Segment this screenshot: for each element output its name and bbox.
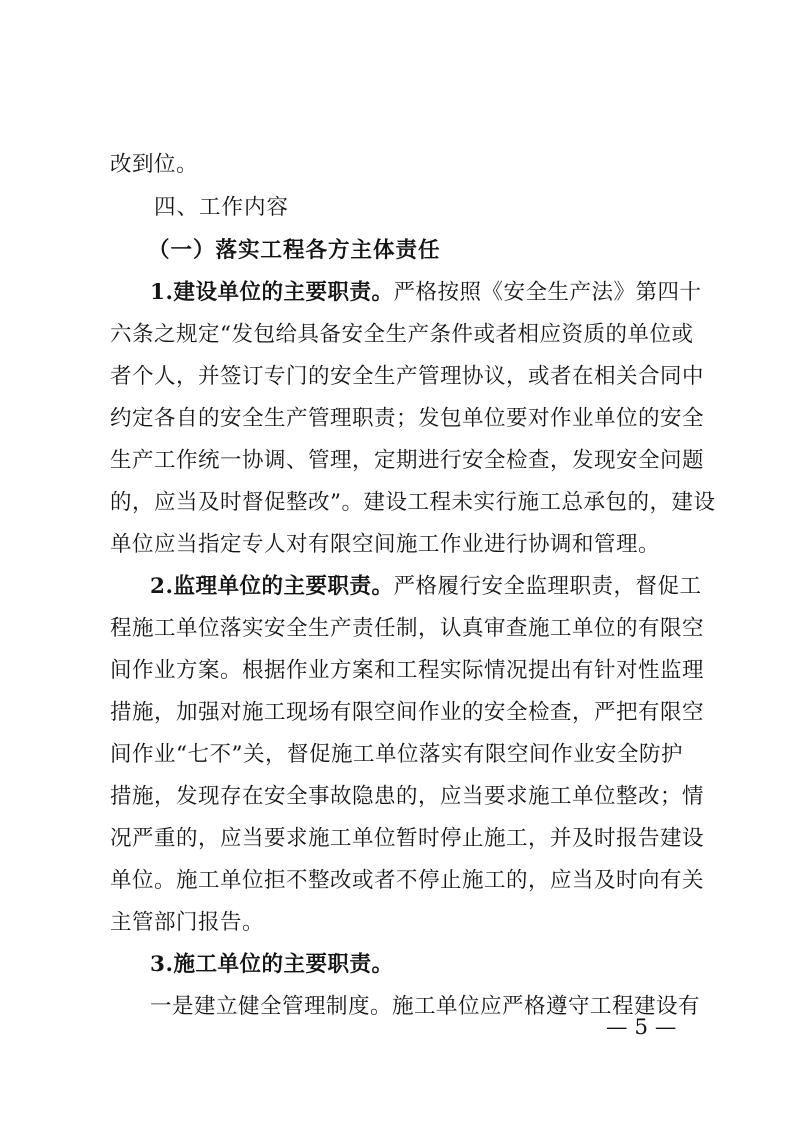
subsection-heading: （一）落实工程各方主体责任 xyxy=(148,238,441,263)
paragraph-line xyxy=(110,568,730,606)
paragraph-line: 单位应当指定专人对有限空间施工作业进行协调和管理。 xyxy=(110,532,661,557)
paragraph-line: 间作业方案。根据作业方案和工程实际情况提出有针对性监理 xyxy=(110,658,705,683)
paragraph-line: 者个人，并签订专门的安全生产管理协议，或者在相关合同中 xyxy=(110,364,705,389)
item-title: 2.监理单位的主要职责。 xyxy=(150,574,394,599)
paragraph-line: 主管部门报告。 xyxy=(110,910,265,935)
paragraph-line: 程施工单位落实安全生产责任制，认真审查施工单位的有限空 xyxy=(110,616,705,641)
page-number: — 5 — xyxy=(606,1015,677,1040)
paragraph-line: 单位。施工单位拒不整改或者不停止施工的，应当及时向有关 xyxy=(110,868,705,893)
item-title: 1.建设单位的主要职责。 xyxy=(150,280,394,305)
paragraph-line: 改到位。 xyxy=(110,152,199,177)
paragraph-line: 间作业“七不”关，督促施工单位落实有限空间作业安全防护 xyxy=(110,742,683,767)
paragraph-line: 的，应当及时督促整改”。建设工程未实行施工总承包的，建设 xyxy=(110,490,716,515)
paragraph-line: 况严重的，应当要求施工单位暂时停止施工，并及时报告建设 xyxy=(110,826,705,851)
paragraph-line: 约定各自的安全生产管理职责；发包单位要对作业单位的安全 xyxy=(110,406,705,431)
paragraph-line: 措施，发现存在安全事故隐患的，应当要求施工单位整改；情 xyxy=(110,784,705,809)
paragraph-line: 措施，加强对施工现场有限空间作业的安全检查，严把有限空 xyxy=(110,700,705,725)
item-title: 3.施工单位的主要职责。 xyxy=(150,952,394,977)
paragraph-line: 生产工作统一协调、管理，定期进行安全检查，发现安全问题 xyxy=(110,448,705,473)
paragraph-line: 一是建立健全管理制度。施工单位应严格遵守工程建设有 xyxy=(150,994,701,1019)
item-text: 严格履行安全监理职责，督促工 xyxy=(393,574,702,599)
paragraph-line xyxy=(110,274,730,312)
item-text: 严格按照《安全生产法》第四十 xyxy=(393,280,702,305)
paragraph-line: 六条之规定“发包给具备安全生产条件或者相应资质的单位或 xyxy=(110,322,694,347)
section-heading: 四、工作内容 xyxy=(154,195,290,220)
